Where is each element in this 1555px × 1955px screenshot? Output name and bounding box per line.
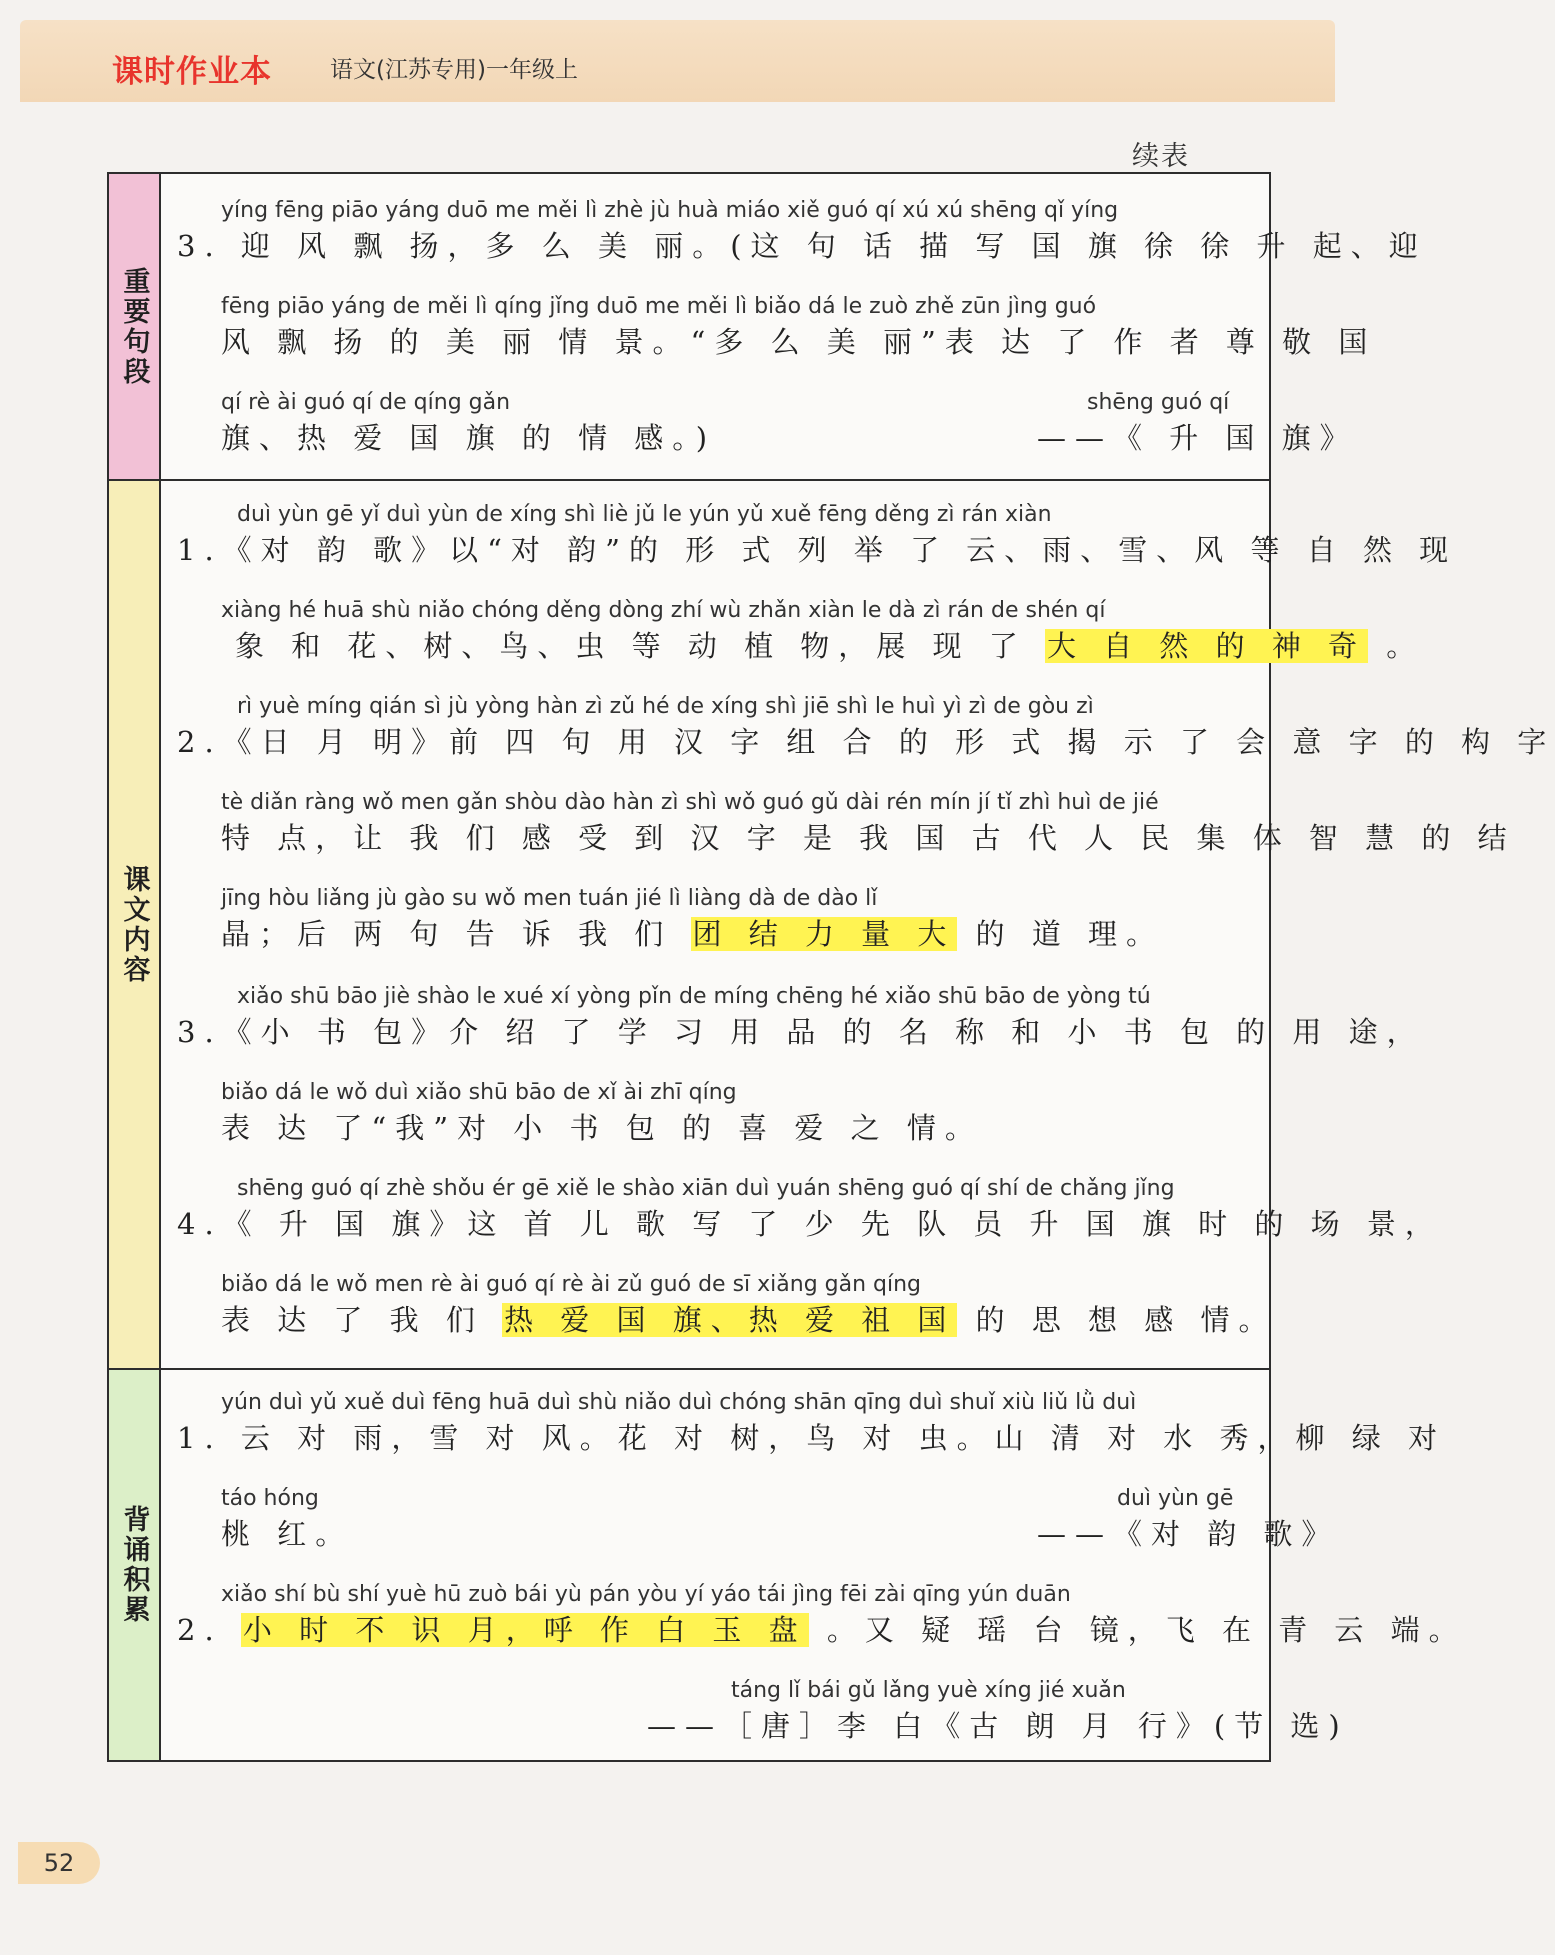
pinyin-line: yíng fēng piāo yáng duō me měi lì zhè jù huà miáo xiě guó qí xú xú shēng qǐ yíng [221, 198, 1119, 223]
section-divider [109, 1368, 1269, 1370]
source-citation: ——［唐］李 白《古 朗 月 行》(节 选) [647, 1709, 1349, 1743]
pinyin-line: qí rè ài guó qí de qíng gǎn [221, 390, 511, 415]
pinyin-line: biǎo dá le wǒ duì xiǎo shū bāo de xǐ ài zhī qíng [221, 1080, 737, 1105]
continued-label: 续表 [1132, 141, 1190, 172]
text-line: 4.《 升 国 旗》这 首 儿 歌 写 了 少 先 队 员 升 国 旗 时 的 场 景， [177, 1207, 1443, 1241]
text-line: 风 飘 扬 的 美 丽 情 景。“多 么 美 丽”表 达 了 作 者 尊 敬 国 [221, 325, 1377, 359]
page-number: 52 [18, 1842, 100, 1884]
text-line: 特 点，让 我 们 感 受 到 汉 字 是 我 国 古 代 人 民 集 体 智 慧 的 结 [221, 821, 1516, 855]
text-line: 1. 云 对 雨，雪 对 风。花 对 树，鸟 对 虫。山 清 对 水 秀，柳 绿 对 [177, 1421, 1446, 1455]
pinyin-line: fēng piāo yáng de měi lì qíng jǐng duō me měi lì biǎo dá le zuò zhě zūn jìng guó [221, 294, 1097, 319]
text-line: 旗、热 爱 国 旗 的 情 感。) [221, 421, 717, 455]
pinyin-line: jīng hòu liǎng jù gào su wǒ men tuán jié lì liàng dà de dào lǐ [221, 886, 878, 911]
highlighted-phrase: 大 自 然 的 神 奇 [1046, 629, 1367, 663]
highlighted-phrase: 团 结 力 量 大 [692, 917, 956, 951]
section-label-text: 背诵积累 [118, 1505, 150, 1625]
section-label-key-sentences [109, 174, 161, 479]
text-line: 2.《日 月 明》前 四 句 用 汉 字 组 合 的 形 式 揭 示 了 会 意 字 的 构 字 [177, 725, 1555, 759]
text-segment: 的 道 理。 [975, 917, 1165, 951]
text-segment: 表 达 了 我 们 [221, 1303, 484, 1337]
text-line [235, 629, 1425, 663]
source-citation: ——《对 韵 歌》 [1037, 1517, 1340, 1551]
text-line [221, 1303, 1277, 1337]
pinyin-line: xiǎo shí bù shí yuè hū zuò bái yù pán yòu yí yáo tái jìng fēi zài qīng yún duān [221, 1582, 1071, 1607]
content-table [107, 172, 1555, 1762]
section-label-text-content [109, 481, 161, 1368]
text-segment: 。 [1386, 629, 1425, 663]
page-header [20, 20, 1335, 102]
pinyin-line: xiǎo shū bāo jiè shào le xué xí yòng pǐn de míng chēng hé xiǎo shū bāo de yòng tú [237, 984, 1151, 1009]
pinyin-line: xiàng hé huā shù niǎo chóng děng dòng zhí wù zhǎn xiàn le dà zì rán de shén qí [221, 598, 1106, 623]
item-number: 2. [177, 1613, 223, 1647]
book-brand: 课时作业本 [112, 54, 272, 90]
text-line: 3.《小 书 包》介 绍 了 学 习 用 品 的 名 称 和 小 书 包 的 用 途， [177, 1015, 1425, 1049]
text-line [221, 917, 1165, 951]
text-line [177, 1613, 1467, 1647]
highlighted-phrase: 小 时 不 识 月，呼 作 白 玉 盘 [242, 1613, 807, 1647]
text-segment: 晶；后 两 句 告 诉 我 们 [221, 917, 673, 951]
text-line: 3. 迎 风 飘 扬，多 么 美 丽。(这 句 话 描 写 国 旗 徐 徐 升 起、迎 [177, 229, 1427, 263]
book-subtitle: 语文(江苏专用)一年级上 [330, 57, 578, 83]
pinyin-line: duì yùn gē yǐ duì yùn de xíng shì liè jǔ le yún yǔ xuě fēng děng zì rán xiàn [237, 502, 1052, 527]
text-segment: 。又 疑 瑶 台 镜，飞 在 青 云 端。 [826, 1613, 1467, 1647]
section-divider [109, 479, 1269, 481]
text-segment: 象 和 花、树、鸟、虫 等 动 植 物，展 现 了 [235, 629, 1027, 663]
section-label-recitation [109, 1370, 161, 1760]
source-pinyin: táng lǐ bái gǔ lǎng yuè xíng jié xuǎn [731, 1678, 1126, 1703]
text-line: 表 达 了“我”对 小 书 包 的 喜 爱 之 情。 [221, 1111, 983, 1145]
source-citation: ——《 升 国 旗》 [1037, 421, 1358, 455]
pinyin-line: shēng guó qí zhè shǒu ér gē xiě le shào xiān duì yuán shēng guó qí shí de chǎng jǐng [237, 1176, 1175, 1201]
text-segment: 的 思 想 感 情。 [975, 1303, 1277, 1337]
pinyin-line: yún duì yǔ xuě duì fēng huā duì shù niǎo duì chóng shān qīng duì shuǐ xiù liǔ lǜ duì [221, 1390, 1137, 1415]
source-pinyin: shēng guó qí [1087, 390, 1230, 415]
text-line: 1.《对 韵 歌》以“对 韵”的 形 式 列 举 了 云、雨、雪、风 等 自 然 现 [177, 533, 1458, 567]
highlighted-phrase: 热 爱 国 旗、热 爱 祖 国 [504, 1303, 956, 1337]
pinyin-line: biǎo dá le wǒ men rè ài guó qí rè ài zǔ guó de sī xiǎng gǎn qíng [221, 1272, 922, 1297]
pinyin-line: tè diǎn ràng wǒ men gǎn shòu dào hàn zì shì wǒ guó gǔ dài rén mín jí tǐ zhì huì de jié [221, 790, 1159, 815]
source-pinyin: duì yùn gē [1117, 1486, 1234, 1511]
section-label-text: 重要句段 [118, 266, 150, 387]
section-label-text: 课文内容 [118, 864, 150, 985]
pinyin-line: táo hóng [221, 1486, 319, 1511]
pinyin-line: rì yuè míng qián sì jù yòng hàn zì zǔ hé de xíng shì jiē shì le huì yì zì de gòu zì [237, 694, 1094, 719]
text-line: 桃 红。 [221, 1517, 354, 1551]
